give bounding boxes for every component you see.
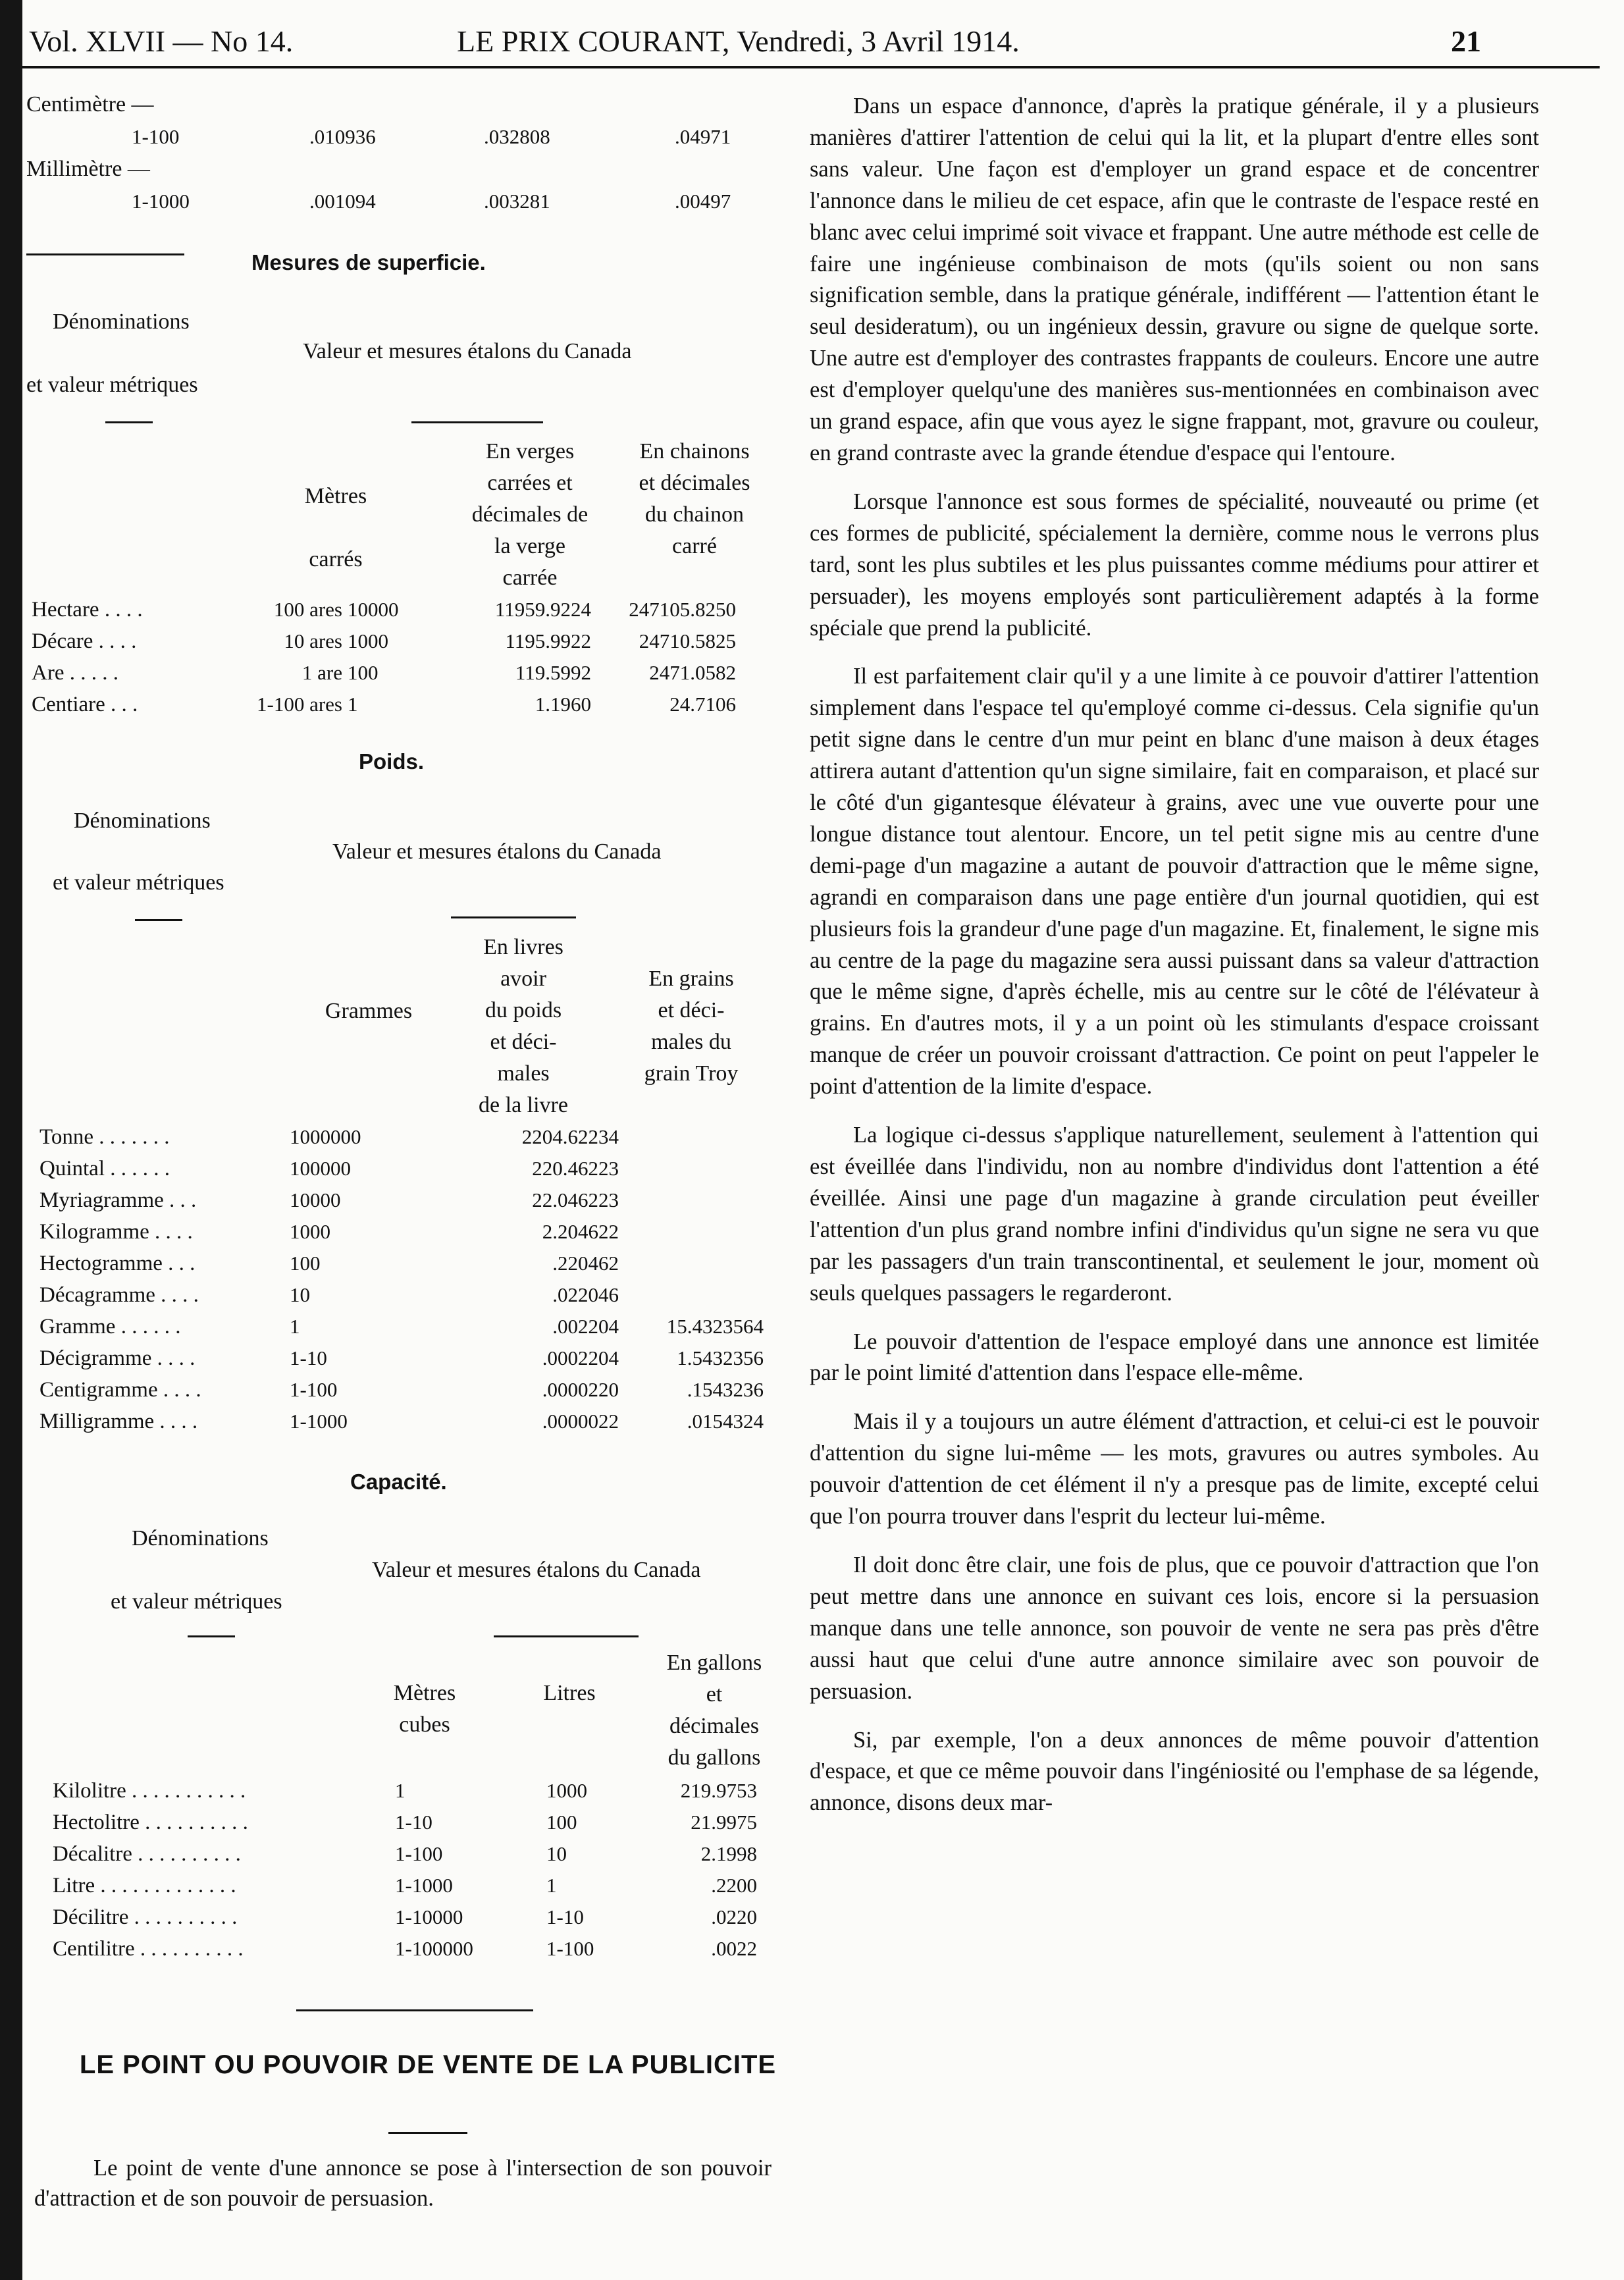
superficie-denom-label: Dénominations xyxy=(53,309,190,334)
article-separator xyxy=(296,2009,533,2011)
unit-name: Milligramme . . . . xyxy=(39,1409,198,1433)
ares-value: 1 are xyxy=(301,661,342,684)
unit-name: Are . . . . . xyxy=(32,660,118,685)
unit-name: Centigramme . . . . xyxy=(39,1377,201,1402)
unit-name: Décare . . . . xyxy=(32,629,137,653)
table-row xyxy=(39,1216,783,1248)
unit-name: Quintal . . . . . . xyxy=(39,1156,170,1180)
article-intro xyxy=(34,2153,772,2214)
length-row-ratio: 1-1000 xyxy=(132,190,190,213)
chainons-value: 24710.5825 xyxy=(639,629,736,652)
superficie-values-label: Valeur et mesures étalons du Canada xyxy=(303,339,632,363)
page-header xyxy=(22,14,1600,62)
title-rule xyxy=(388,2132,467,2134)
gallons-value: 219.9753 xyxy=(680,1779,757,1802)
length-row-value: .00497 xyxy=(675,190,731,213)
article-body xyxy=(810,91,1539,1836)
m3-value: 1-100000 xyxy=(395,1937,473,1960)
poids-denom-label-2: et valeur métriques xyxy=(53,870,224,895)
verges-value: 1.1960 xyxy=(535,693,591,716)
column-rule xyxy=(411,421,543,423)
table-row xyxy=(39,1374,783,1406)
table-row xyxy=(39,1406,783,1437)
poids-denom-label: Dénominations xyxy=(74,809,211,833)
table-row xyxy=(32,689,775,720)
livres-value: .0002204 xyxy=(542,1346,619,1369)
livres-value: 22.046223 xyxy=(532,1188,619,1211)
livres-value: .002204 xyxy=(552,1315,619,1338)
article-paragraph: La logique ci-dessus s'applique naturellement, seulement à l'attention qui est éveillée dans l'individu, non au nombre d'individus dont l'attention a été éveillée. Ainsi une page d'un magazine à grande circulation peut éveiller l'attention d'un plus grand nombre infini d'individus qu'un signe ne sera vu que par les passagers d'un train transcontinental, et seulement le jour, moment où seuls quelques passagers le regarderont. xyxy=(810,1123,1539,1306)
grains-value xyxy=(619,1153,783,1184)
capacite-denom-label: Dénominations xyxy=(132,1526,269,1551)
verges-value: 11959.9224 xyxy=(494,598,591,621)
grammes-value: 100000 xyxy=(290,1157,351,1180)
unit-name: Centiare . . . xyxy=(32,692,138,716)
m2-value: 100 xyxy=(348,661,379,684)
page-number: 21 xyxy=(1451,24,1481,58)
grammes-value: 1-10 xyxy=(290,1346,327,1369)
livres-value: .0000220 xyxy=(542,1378,619,1401)
livres-value: .220462 xyxy=(552,1252,619,1275)
capacite-table xyxy=(53,1775,783,1965)
livres-value: 220.46223 xyxy=(532,1157,619,1180)
grammes-value: 100 xyxy=(290,1252,321,1275)
litres-value: 100 xyxy=(546,1811,577,1834)
length-row-name: Millimètre — xyxy=(26,157,150,181)
article-paragraph: Si, par exemple, l'on a deux annonces de même pouvoir d'attention d'espace, et que ce même pouvoir dans l'ingéniosité ou l'emphase de sa légende, annonce, disons deux mar- xyxy=(810,1727,1539,1816)
capacite-denom-label-2: et valeur métriques xyxy=(111,1589,282,1614)
table-row xyxy=(32,657,775,689)
unit-name: Hectolitre . . . . . . . . . . xyxy=(53,1810,248,1834)
table-row xyxy=(53,1838,783,1870)
article-paragraph: Lorsque l'annonce est sous formes de spécialité, nouveauté ou prime (et ces formes de publicité, spécialement la dernière, comme nous le verrons plus tard, sont les plus subtiles et les plus puissantes comme médiums pour attirer et persuader), les moyens employés sont particulièrement adaptés à la forme spéciale que prend la publicité. xyxy=(810,489,1539,641)
grammes-value: 1000 xyxy=(290,1220,330,1243)
poids-table xyxy=(39,1121,783,1437)
grains-value: .1543236 xyxy=(687,1378,764,1401)
table-row xyxy=(39,1121,783,1153)
section-rule xyxy=(26,253,184,255)
table-row xyxy=(39,1311,783,1342)
grains-value xyxy=(619,1248,783,1279)
grains-value: 1.5432356 xyxy=(677,1346,764,1369)
article-paragraph: Il est parfaitement clair qu'il y a une limite à ce pouvoir d'attirer l'attention simplement dans l'espace tel qu'employé comme ci-dessus. Cela signifie qu'un petit signe dans le centre d'un mur peint en blanc d'une maison à deux étages attirera autant d'attention qu'un signe similaire, fait en comparaison, et placé sur le côté d'un gigantesque élévateur à grains, avec une vue ouverte pour une longue distance tout alentour. Encore, un tel petit signe mis au centre d'une demi-page d'un magazine a autant de pouvoir d'attraction que le même signe, agrandi en comparaison dans une page entière d'un journal quotidien, qui est plusieurs fois la grandeur d'une page d'un magazine. Et, finalement, le signe mis au centre de la page du magazine sera aussi puissant dans sa valeur d'attraction que le même signe, d'après échelle, mis au centre sur le côté de l'élévateur à grains. En d'autres mots, il y a un point où les stimulants d'espace croissant manque de créer un pouvoir croissant d'attraction. Ce point on peut l'appeler le point d'attention de la limite d'espace. xyxy=(810,664,1539,1100)
unit-name: Décilitre . . . . . . . . . . xyxy=(53,1905,238,1929)
grammes-value: 1 xyxy=(290,1315,300,1338)
capacite-col-metres: Mètres cubes xyxy=(393,1681,456,1737)
grains-value: 15.4323564 xyxy=(666,1315,764,1338)
table-row xyxy=(53,1870,783,1901)
column-rule xyxy=(451,916,576,918)
column-rule xyxy=(105,421,153,423)
m3-value: 1 xyxy=(395,1779,406,1802)
livres-value: 2.204622 xyxy=(542,1220,619,1243)
table-row xyxy=(39,1342,783,1374)
article-paragraph: Le pouvoir d'attention de l'espace employé dans une annonce est limitée par le point limité d'attention dans l'espace elle-même. xyxy=(810,1329,1539,1386)
grains-value xyxy=(619,1121,783,1153)
table-row xyxy=(32,594,775,625)
gallons-value: .0022 xyxy=(711,1937,757,1960)
superficie-col-metres xyxy=(263,465,408,591)
gallons-value: 2.1998 xyxy=(700,1842,757,1865)
article-paragraph: Mais il y a toujours un autre élément d'attraction, et celui-ci est le pouvoir d'attention du signe lui-même — les mots, gravures ou autres symboles. Au pouvoir d'attention de cet élément il n'y a presque pas de limite, excepté celui que l'on pourra trouver dans l'esprit du lecteur lui-même. xyxy=(810,1409,1539,1529)
header-rule xyxy=(22,66,1600,68)
gallons-value: .0220 xyxy=(711,1905,757,1928)
table-row xyxy=(39,1153,783,1184)
m3-value: 1-10000 xyxy=(395,1905,463,1928)
table-row xyxy=(32,625,775,657)
poids-col-livres: En livres avoir du poids et déci- males de la livre xyxy=(479,935,568,1117)
volume-number: Vol. XLVII — No 14. xyxy=(29,24,294,58)
article-paragraph: Dans un espace d'annonce, d'après la pratique générale, il y a plusieurs manières d'attirer l'attention de celui qui la lit, et la plupart d'entre elles sont sans valeur. Une façon est d'employer un grand espace et de concentrer l'annonce dans le milieu de cet espace, afin que le contraste de l'espace resté en blanc avec celui imprimé soit vivace et frappant. Une autre méthode est celle de faire une ingénieuse combinaison de mots (qu'ils soient ou non sans signification semble, dans la pratique générale, indifférent — l'attention étant le seul desideratum), ou un ingénieux dessin, gravure ou signe de quelque sorte. Une autre est d'employer des contrastes frappants de couleurs. Encore une autre est d'employer quelqu'une des manières sus-mentionnées en combinaison avec un grand espace, afin que vous ayez le signe frappant, mot, gravure ou couleur, en grand contraste avec la grande étendue d'espace qui l'entoure. xyxy=(810,93,1539,465)
length-row-ratio: 1-100 xyxy=(132,125,180,148)
table-row xyxy=(53,1933,783,1965)
unit-name: Tonne . . . . . . . xyxy=(39,1125,170,1149)
chainons-value: 24.7106 xyxy=(669,693,736,716)
unit-name: Hectogramme . . . xyxy=(39,1251,196,1275)
column-rule xyxy=(188,1635,235,1637)
grains-value xyxy=(619,1216,783,1248)
verges-value: 119.5992 xyxy=(515,661,591,684)
m2-value: 10000 xyxy=(348,598,399,621)
poids-heading: Poids. xyxy=(359,749,425,774)
unit-name: Décalitre . . . . . . . . . . xyxy=(53,1842,241,1866)
grains-value xyxy=(619,1279,783,1311)
litres-value: 1-100 xyxy=(546,1937,594,1960)
grammes-value: 1000000 xyxy=(290,1125,361,1148)
m2-value: 1000 xyxy=(348,629,388,652)
grammes-value: 1-100 xyxy=(290,1378,338,1401)
chainons-value: 247105.8250 xyxy=(629,598,736,621)
ares-value: 10 ares xyxy=(284,629,342,652)
livres-value: .0000022 xyxy=(542,1410,619,1433)
superficie-col-verges: En verges carrées et décimales de la verge carrée xyxy=(471,439,589,590)
unit-name: Kilogramme . . . . xyxy=(39,1219,193,1244)
grains-value: .0154324 xyxy=(687,1410,764,1433)
length-row-value: .001094 xyxy=(309,190,376,213)
gallons-value: 21.9975 xyxy=(691,1811,757,1834)
capacite-col-litres: Litres xyxy=(543,1681,596,1705)
litres-value: 10 xyxy=(546,1842,567,1865)
col-header-text: Mètres carrés xyxy=(304,484,367,571)
newspaper-title-date: LE PRIX COURANT, Vendredi, 3 Avril 1914. xyxy=(457,24,1020,58)
length-row-value: .010936 xyxy=(309,125,376,148)
gallons-value: .2200 xyxy=(711,1874,757,1897)
table-row xyxy=(39,1248,783,1279)
poids-col-grains: En grains et déci- males du grain Troy xyxy=(644,967,739,1086)
column-rule xyxy=(494,1635,639,1637)
unit-name: Gramme . . . . . . xyxy=(39,1314,181,1339)
unit-name: Litre . . . . . . . . . . . . . xyxy=(53,1873,236,1897)
article-paragraph: Il doit donc être clair, une fois de plus, que ce pouvoir d'attraction que l'on peut mettre dans une annonce en suivant ces lois, encore si la persuasion manque dans une telle annonce, son pouvoir de vente ne sera pas près d'être aussi haut que celui d'une autre annonce similaire avec son pouvoir de persuasion. xyxy=(810,1552,1539,1704)
m2-value: 1 xyxy=(348,693,358,716)
length-row-value: .032808 xyxy=(484,125,550,148)
grammes-value: 1-1000 xyxy=(290,1410,348,1433)
grammes-value: 10 xyxy=(290,1283,310,1306)
grammes-value: 10000 xyxy=(290,1188,341,1211)
capacite-col-gallons: En gallons et décimales du gallons xyxy=(666,1651,762,1770)
litres-value: 1-10 xyxy=(546,1905,584,1928)
unit-name: Centilitre . . . . . . . . . . xyxy=(53,1936,244,1961)
chainons-value: 2471.0582 xyxy=(649,661,736,684)
capacite-heading: Capacité. xyxy=(350,1470,447,1494)
livres-value: .022046 xyxy=(552,1283,619,1306)
table-row xyxy=(39,1279,783,1311)
m3-value: 1-10 xyxy=(395,1811,432,1834)
poids-values-label: Valeur et mesures étalons du Canada xyxy=(332,839,662,864)
table-row xyxy=(53,1807,783,1838)
superficie-heading: Mesures de superficie. xyxy=(251,250,486,275)
scan-edge-shadow xyxy=(0,0,22,2280)
litres-value: 1 xyxy=(546,1874,557,1897)
poids-col-grammes: Grammes xyxy=(325,999,413,1023)
livres-value: 2204.62234 xyxy=(521,1125,619,1148)
ares-value: 100 ares xyxy=(273,598,342,621)
table-row xyxy=(53,1901,783,1933)
verges-value: 1195.9922 xyxy=(505,629,591,652)
unit-name: Kilolitre . . . . . . . . . . . xyxy=(53,1778,246,1803)
unit-name: Myriagramme . . . xyxy=(39,1188,197,1212)
m3-value: 1-100 xyxy=(395,1842,443,1865)
ares-value: 1-100 ares xyxy=(257,693,342,716)
superficie-denom-label-2: et valeur métriques xyxy=(26,373,198,397)
superficie-col-chainons: En chainons et décimales du chainon carré xyxy=(639,439,750,558)
length-row-value: .04971 xyxy=(675,125,731,148)
litres-value: 1000 xyxy=(546,1779,587,1802)
unit-name: Décagramme . . . . xyxy=(39,1283,199,1307)
superficie-table xyxy=(32,594,775,720)
grains-value xyxy=(619,1184,783,1216)
table-row xyxy=(39,1184,783,1216)
article-title: LE POINT OU POUVOIR DE VENTE DE LA PUBLICITE xyxy=(79,2050,777,2079)
unit-name: Décigramme . . . . xyxy=(39,1346,196,1370)
capacite-values-label: Valeur et mesures étalons du Canada xyxy=(372,1558,701,1582)
m3-value: 1-1000 xyxy=(395,1874,453,1897)
table-row xyxy=(53,1775,783,1807)
unit-name: Hectare . . . . xyxy=(32,597,143,622)
length-row-value: .003281 xyxy=(484,190,550,213)
column-rule xyxy=(135,919,182,921)
article-intro-text: Le point de vente d'une annonce se pose à l'intersection de son pouvoir d'attraction et de son pouvoir de persuasion. xyxy=(34,2156,772,2211)
length-row-name: Centimètre — xyxy=(26,92,154,117)
